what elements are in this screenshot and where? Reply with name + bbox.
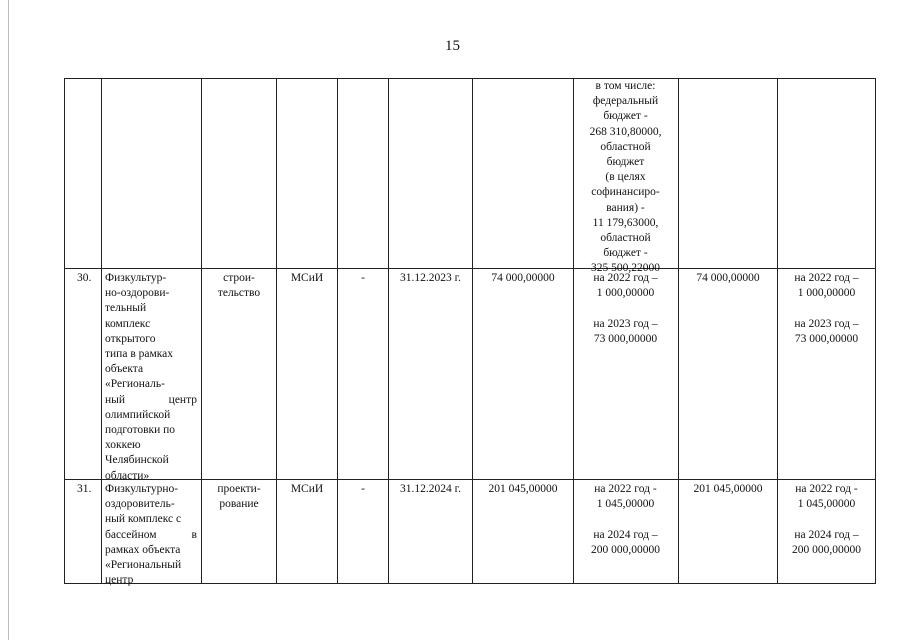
object-name-line: Физкультурно- xyxy=(105,483,179,495)
object-name-line: но-оздорови- xyxy=(105,287,170,300)
schedule-cell: на 2022 год – 1 000,00000 на 2023 год – 73 000,00000 xyxy=(593,272,658,345)
column-divider xyxy=(101,78,102,584)
column-divider xyxy=(472,78,473,584)
responsible-cell: МСиИ xyxy=(290,272,324,284)
amount-cell: 74 000,00000 xyxy=(491,272,555,284)
financing-detail-cell: в том числе: федеральный бюджет - 268 310,80000, областной бюджет (в целях софинансиро- вания) - 11 179,63000, областной бюджет - 325 500,22000 xyxy=(589,80,662,275)
table-border-left xyxy=(64,78,65,584)
row-number: 30. xyxy=(77,272,92,284)
object-name-line: бассейном в xyxy=(105,528,197,541)
table-border-top xyxy=(64,78,876,79)
amount-cell: 74 000,00000 xyxy=(696,272,760,284)
object-name-line: комплекс xyxy=(105,317,151,330)
amount-cell: 201 045,00000 xyxy=(693,483,763,495)
row-number: 31. xyxy=(77,483,92,495)
object-name-line: «Региональ- xyxy=(105,378,165,391)
empty-dash-cell: - xyxy=(361,272,365,284)
work-type-cell: проекти- рование xyxy=(217,483,261,511)
object-name-line: объекта xyxy=(105,363,144,376)
object-name-line: центр xyxy=(105,574,134,587)
schedule-cell: на 2022 год – 1 000,00000 на 2023 год – 73 000,00000 xyxy=(794,272,859,345)
column-divider xyxy=(276,78,277,584)
deadline-cell: 31.12.2023 г. xyxy=(400,272,461,284)
object-name-line: «Региональный xyxy=(105,559,182,572)
schedule-cell: на 2022 год - 1 045,00000 на 2024 год – 200 000,00000 xyxy=(591,483,660,556)
empty-dash-cell: - xyxy=(361,483,365,495)
object-name-line: оздоровитель- xyxy=(105,498,175,511)
object-name-line: олимпийской xyxy=(105,408,171,421)
column-divider xyxy=(678,78,679,584)
responsible-cell: МСиИ xyxy=(290,483,324,495)
object-name-cell xyxy=(105,482,197,588)
object-name-line: области» xyxy=(105,469,150,482)
object-name-cell xyxy=(105,271,197,484)
object-name-line: ный центр xyxy=(105,393,197,406)
table-border-right xyxy=(875,78,876,584)
object-name-line: тельный xyxy=(105,302,147,315)
row-divider xyxy=(64,268,876,269)
object-name-line: открытого xyxy=(105,332,156,345)
object-name-line: ный комплекс с xyxy=(105,513,182,526)
object-name-line: Челябинской xyxy=(105,454,169,467)
object-name-line: рамках объекта xyxy=(105,543,181,556)
work-type-cell: строи- тельство xyxy=(217,272,261,300)
column-divider xyxy=(337,78,338,584)
schedule-cell: на 2022 год - 1 045,00000 на 2024 год – 200 000,00000 xyxy=(792,483,861,556)
object-name-line: типа в рамках xyxy=(105,348,174,361)
page-number: 15 xyxy=(445,38,460,54)
column-divider xyxy=(388,78,389,584)
object-name-line: подготовки по xyxy=(105,424,176,437)
object-name-line: хоккею xyxy=(105,439,141,452)
amount-cell: 201 045,00000 xyxy=(488,483,558,495)
object-name-line: Физкультур- xyxy=(105,272,167,284)
deadline-cell: 31.12.2024 г. xyxy=(400,483,461,495)
